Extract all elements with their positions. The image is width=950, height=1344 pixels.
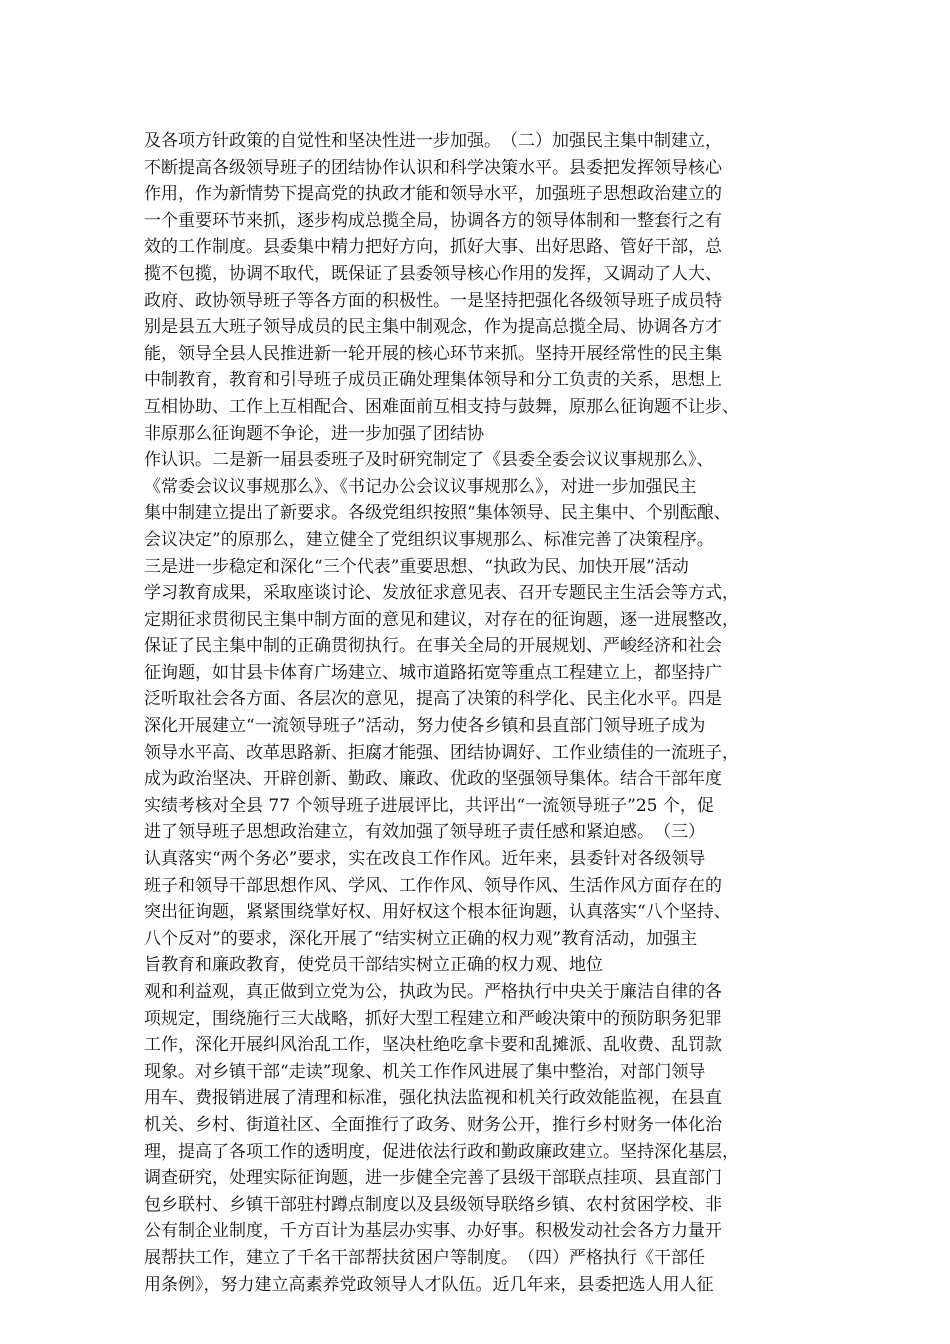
text-line: 公有制企业制度，千方百计为基层办实事、办好事。积极发动社会各方力量开 xyxy=(144,1221,722,1242)
text-line: 能，领导全县人民推进新一轮开展的核心环节来抓。坚持开展经常性的民主集 xyxy=(144,343,722,364)
body-text xyxy=(144,128,824,1298)
text-line: 揽不包揽，协调不取代，既保证了县委领导核心作用的发挥，又调动了人大、 xyxy=(144,263,722,284)
text-line: 用车、费报销进展了清理和标准，强化执法监视和机关行政效能监视，在县直 xyxy=(144,1088,722,1109)
text-line: 作用，作为新情势下提高党的执政才能和领导水平，加强班子思想政治建立的 xyxy=(144,184,722,205)
text-line: 现象。对乡镇干部“走读”现象、机关工作作风进展了集中整治，对部门领导 xyxy=(144,1061,706,1082)
text-line: 进了领导班子思想政治建立，有效加强了领导班子责任感和紧迫感。 （三） xyxy=(144,822,705,843)
text-line: 调查研究，处理实际征询题，进一步健全完善了县级干部联点挂项、县直部门 xyxy=(144,1168,722,1189)
text-line: 项规定，围绕施行三大战略，抓好大型工程建立和严峻决策中的预防职务犯罪 xyxy=(144,1008,722,1029)
text-line: 集中制建立提出了新要求。各级党组织按照“集体领导、民主集中、个别酝酿、 xyxy=(144,503,731,524)
text-line: 深化开展建立“一流领导班子”活动，努力使各乡镇和县直部门领导班子成为 xyxy=(144,716,706,737)
text-line: 及各项方针政策的自觉性和坚决性进一步加强。 （二）加强民主集中制建立， xyxy=(144,131,722,151)
text-line: 非原那么征询题不争论，进一步加强了团结协 xyxy=(144,423,484,444)
text-line: 领导水平高、改革思路新、拒腐才能强、团结协调好、工作业绩佳的一流班子， xyxy=(144,742,739,763)
text-line: 效的工作制度。县委集中精力把好方向，抓好大事、出好思路、管好干部，总 xyxy=(144,237,722,258)
text-line: 定期征求贯彻民主集中制方面的意见和建议，对存在的征询题，逐一进展整改， xyxy=(144,609,739,630)
text-line: 展帮扶工作，建立了千名干部帮扶贫困户等制度。 （四）严格执行《干部任 xyxy=(144,1247,705,1268)
text-line: 政府、政协领导班子等各方面的积极性。一是坚持把强化各级领导班子成员特 xyxy=(144,290,722,311)
text-line: 八个反对”的要求，深化开展了“结实树立正确的权力观”教育活动，加强主 xyxy=(144,928,698,949)
text-line: 学习教育成果，采取座谈讨论、发放征求意见表、召开专题民主生活会等方式， xyxy=(144,583,739,604)
text-line: 保证了民主集中制的正确贯彻执行。在事关全局的开展规划、严峻经济和社会 xyxy=(144,636,722,657)
text-line: 作认识。二是新一届县委班子及时研究制定了《县委全委会议议事规那么》、 xyxy=(144,450,714,471)
text-line: 会议决定”的原那么，建立健全了党组织议事规那么、标准完善了决策程序。 xyxy=(144,529,714,550)
text-line: 工作，深化开展纠风治乱工作，坚决杜绝吃拿卡要和乱摊派、乱收费、乱罚款 xyxy=(144,1035,722,1056)
text-line: 机关、乡村、街道社区、全面推行了政务、财务公开，推行乡村财务一体化治 xyxy=(144,1114,722,1135)
text-line: 不断提高各级领导班子的团结协作认识和科学决策水平。县委把发挥领导核心 xyxy=(144,157,722,178)
text-line: 一个重要环节来抓，逐步构成总揽全局，协调各方的领导体制和一整套行之有 xyxy=(144,210,722,231)
text-line: 认真落实“两个务必”要求，实在改良工作作风。近年来，县委针对各级领导 xyxy=(144,849,706,870)
text-line: 突出征询题，紧紧围绕掌好权、用好权这个根本征询题，认真落实“八个坚持、 xyxy=(144,902,731,923)
text-line: 旨教育和廉政教育，使党员干部结实树立正确的权力观、地位 xyxy=(144,955,603,976)
text-line: 包乡联村、乡镇干部驻村蹲点制度以及县级领导联络乡镇、农村贫困学校、非 xyxy=(144,1194,722,1215)
text-line: 征询题，如甘县卡体育广场建立、城市道路拓宽等重点工程建立上，都坚持广 xyxy=(144,662,722,683)
text-line: 三是进一步稳定和深化“三个代表”重要思想、“执政为民、加快开展”活动 xyxy=(144,556,689,577)
text-line: 理，提高了各项工作的透明度，促进依法行政和勤政廉政建立。坚持深化基层， xyxy=(144,1141,739,1162)
text-line: 观和利益观，真正做到立党为公，执政为民。严格执行中央关于廉洁自律的各 xyxy=(144,982,722,1002)
text-line: 用条例》，努力建立高素养党政领导人才队伍。近几年来，县委把选人用人征 xyxy=(144,1274,714,1295)
text-line: 中制教育，教育和引导班子成员正确处理集体领导和分工负责的关系，思想上 xyxy=(144,370,722,391)
text-line: 泛听取社会各方面、各层次的意见，提高了决策的科学化、民主化水平。四是 xyxy=(144,689,722,710)
text-line: 别是县五大班子领导成员的民主集中制观念，作为提高总揽全局、协调各方才 xyxy=(144,317,722,338)
text-line: 实绩考核对全县 77 个领导班子进展评比，共评出“一流领导班子”25 个，促 xyxy=(144,795,714,816)
text-line: 班子和领导干部思想作风、学风、工作作风、领导作风、生活作风方面存在的 xyxy=(144,875,722,896)
text-line: 互相协助、工作上互相配合、困难面前互相支持与鼓舞，原那么征询题不让步、 xyxy=(144,396,739,417)
text-line: 《常委会议议事规那么》、《书记办公会议议事规那么》，对进一步加强民主 xyxy=(144,476,697,497)
text-line: 成为政治坚决、开辟创新、勤政、廉政、优政的坚强领导集体。结合干部年度 xyxy=(144,769,722,790)
